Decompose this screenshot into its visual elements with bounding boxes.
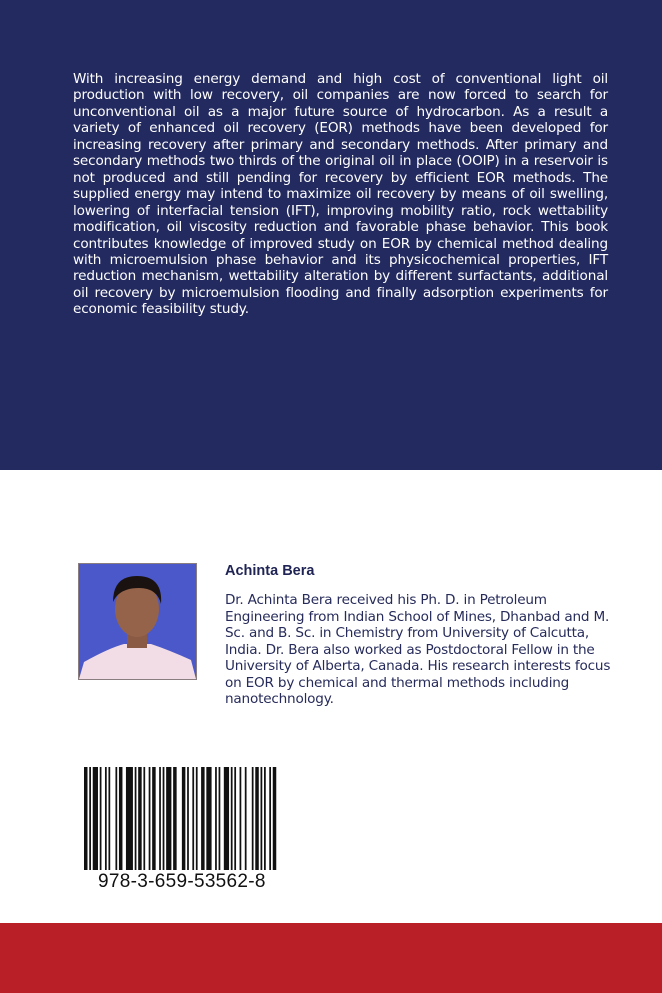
barcode-bar — [215, 767, 217, 870]
barcode-bar — [240, 767, 242, 870]
barcode-bar — [234, 767, 236, 870]
barcode-bar — [126, 767, 133, 870]
barcode-bar — [166, 767, 171, 870]
barcode-bar — [163, 767, 165, 870]
barcode-bar — [93, 767, 98, 870]
barcode-bar — [143, 767, 145, 870]
barcode-bar — [245, 767, 247, 870]
barcode-bar — [100, 767, 102, 870]
barcode-bar — [206, 767, 211, 870]
barcode-bar — [108, 767, 110, 870]
barcode-bar — [261, 767, 263, 870]
barcode-bar — [173, 767, 176, 870]
barcode-bar — [119, 767, 122, 870]
barcode-bar — [105, 767, 107, 870]
barcode-bar — [255, 767, 258, 870]
book-description: With increasing energy demand and high cost of conventional light oil production with low recovery, oil companies are now forced to search for unconventional oil as a major future source of hydrocarbon. As a result a variety of enhanced oil recovery (EOR) methods have been developed for increasing recovery after primary and secondary methods. After primary and secondary methods two thirds of the original oil in place (OOIP) in a reservoir is not produced and still pending for recovery by efficient EOR methods. The supplied energy may intend to maximize oil recovery by means of oil swelling, lowering of interfacial tension (IFT), improving mobility ratio, rock wettability modification, oil viscosity reduction and favorable phase behavior. This book contributes knowledge of improved study on EOR by chemical method dealing with microemulsion phase behavior and its physicochemical properties, IFT reduction mechanism, wettability alteration by different surfactants, additional oil recovery by microemulsion flooding and finally adsorption experiments for economic feasibility study. — [73, 71, 608, 318]
author-bio: Dr. Achinta Bera received his Ph. D. in Petroleum Engineering from Indian School of Mines, Dhanbad and M. Sc. and B. Sc. in Chemistry from University of Calcutta, India. Dr. Bera also worked as Postdoctoral Fellow in the University of Alberta, Canada. His research interests focus on EOR by chemical and thermal methods including nanotechnology. — [225, 592, 611, 707]
barcode-bar — [182, 767, 185, 870]
barcode-bar — [159, 767, 161, 870]
barcode-bar — [252, 767, 254, 870]
barcode-bar — [219, 767, 221, 870]
top-panel — [0, 0, 662, 470]
barcode-bar — [273, 767, 276, 870]
barcode-bar — [89, 767, 91, 870]
barcode-bar — [187, 767, 189, 870]
barcode-bar — [138, 767, 141, 870]
barcode-bar — [84, 767, 87, 870]
barcode-bar — [149, 767, 151, 870]
barcode-bar — [264, 767, 266, 870]
barcode-bar — [231, 767, 233, 870]
barcode-bar — [269, 767, 271, 870]
isbn-number: 978-3-659-53562-8 — [98, 871, 266, 892]
barcode-bar — [224, 767, 229, 870]
barcode-bar — [201, 767, 204, 870]
barcode-bar — [115, 767, 117, 870]
barcode-bar — [135, 767, 137, 870]
author-name: Achinta Bera — [225, 563, 315, 579]
barcode-bar — [196, 767, 198, 870]
author-photo — [78, 563, 197, 680]
barcode-bar — [152, 767, 155, 870]
bottom-band — [0, 923, 662, 993]
barcode-bar — [192, 767, 194, 870]
barcode — [84, 767, 278, 870]
